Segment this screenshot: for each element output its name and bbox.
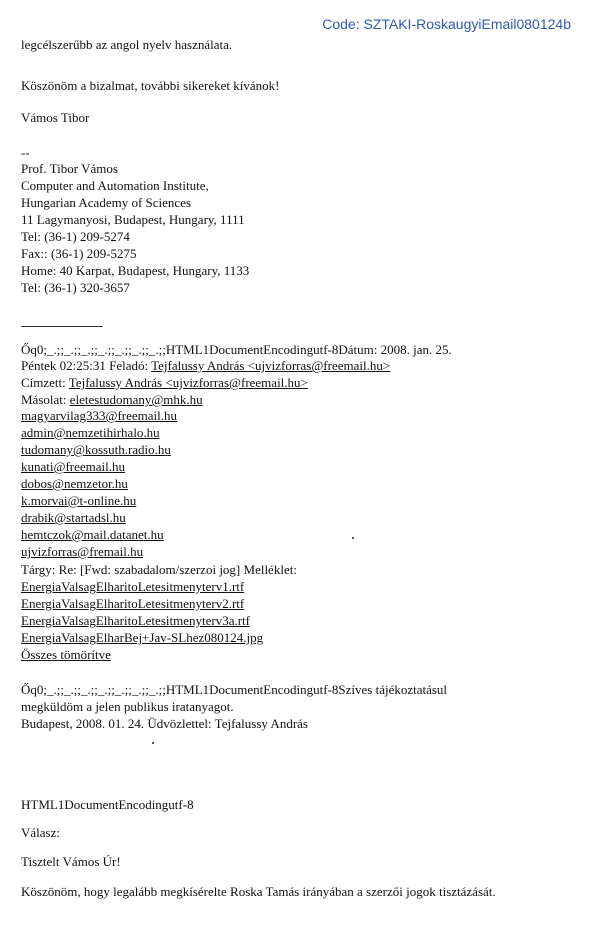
- cc-email-link[interactable]: admin@nemzetihirhalo.hu: [21, 425, 160, 440]
- header-meta-line: Őq0;_.;;_.;;_.;;_.;;_.;;_.;;_.;;HTML1DocumentEncodingutf-8Dátum: 2008. jan. 25.: [21, 342, 452, 357]
- cc-label: Másolat:: [21, 392, 70, 407]
- attachment-link[interactable]: EnergiaValsagElharitoLetesitmenyterv2.rtf: [21, 596, 245, 611]
- signature-line: 11 Lagymanyosi, Budapest, Hungary, 1111: [21, 212, 245, 227]
- cc-email-link[interactable]: k.morvai@t-online.hu: [21, 493, 137, 508]
- reply-label: Válasz:: [21, 825, 60, 840]
- sender-prefix: Péntek 02:25:31 Feladó:: [21, 358, 152, 373]
- attachment-link[interactable]: EnergiaValsagElharitoLetesitmenyterv1.rtf: [21, 579, 245, 594]
- cc-email-link[interactable]: dobos@nemzetor.hu: [21, 476, 128, 491]
- speck: [352, 537, 354, 539]
- body-line: megküldöm a jelen publikus iratanyagot.: [21, 699, 234, 714]
- signature-line: Tel: (36-1) 320-3657: [21, 280, 130, 295]
- cc-email-link[interactable]: kunati@freemail.hu: [21, 459, 126, 474]
- intro-line-1: legcélszerűbb az angol nyelv használata.: [21, 37, 233, 52]
- speck: [152, 742, 154, 744]
- signature-line: Computer and Automation Institute,: [21, 178, 209, 193]
- attachment-link[interactable]: EnergiaValsagElharBej+Jav-SLhez080124.jpg: [21, 630, 264, 645]
- cc-email-link[interactable]: magyarvilag333@freemail.hu: [21, 408, 177, 423]
- document-code-label: Code: SZTAKI-RoskaugyiEmail080124b: [322, 16, 571, 32]
- intro-line-2: Köszönöm a bizalmat, további sikereket kívánok!: [21, 78, 280, 93]
- cc-email-link[interactable]: drabik@startadsl.hu: [21, 510, 126, 525]
- recipient-prefix: Címzett:: [21, 375, 69, 390]
- body-meta-line: Őq0;_.;;_.;;_.;;_.;;_.;;_.;;_.;;HTML1DocumentEncodingutf-8Szíves tájékoztatásul: [21, 682, 448, 697]
- sender-link[interactable]: Tejfalussy András <ujvizforras@freemail.hu>: [151, 358, 391, 373]
- compress-all-link[interactable]: Összes tömörítve: [21, 647, 111, 662]
- cc-email-link[interactable]: hemtczok@mail.datanet.hu: [21, 527, 164, 542]
- reply-salutation: Tisztelt Vámos Úr!: [21, 854, 121, 869]
- cc-email-link[interactable]: tudomany@kossuth.radio.hu: [21, 442, 171, 457]
- signature-line: Home: 40 Karpat, Budapest, Hungary, 1133: [21, 263, 250, 278]
- subject-line: Tárgy: Re: [Fwd: szabadalom/szerzoi jog] Melléklet:: [21, 562, 297, 577]
- signature-line: Prof. Tibor Vámos: [21, 161, 118, 176]
- header-recipient-line: [21, 375, 308, 391]
- body-line: Budapest, 2008. 01. 24. Üdvözlettel: Tejfalussy András: [21, 716, 308, 731]
- signature-line: Tel: (36-1) 209-5274: [21, 229, 130, 244]
- header-sender-line: [21, 358, 390, 374]
- cc-email-link[interactable]: eletestudomany@mhk.hu: [69, 392, 203, 407]
- attachment-link[interactable]: EnergiaValsagElharitoLetesitmenyterv3a.rtf: [21, 613, 250, 628]
- header-cc-line: [21, 392, 203, 408]
- recipient-link[interactable]: Tejfalussy András <ujvizforras@freemail.hu>: [68, 375, 308, 390]
- signature-line: Fax:: (36-1) 209-5275: [21, 246, 137, 261]
- cc-email-link[interactable]: ujvizforras@fremail.hu: [21, 544, 144, 559]
- divider-line: [21, 326, 103, 327]
- signature-line: Hungarian Academy of Sciences: [21, 195, 192, 210]
- reply-encoding: HTML1DocumentEncodingutf-8: [21, 797, 194, 812]
- intro-name: Vámos Tibor: [21, 110, 90, 125]
- reply-text: Köszönöm, hogy legalább megkísérelte Roska Tamás irányában a szerzői jogok tisztázását.: [21, 884, 496, 899]
- signature-dash: --: [21, 145, 30, 160]
